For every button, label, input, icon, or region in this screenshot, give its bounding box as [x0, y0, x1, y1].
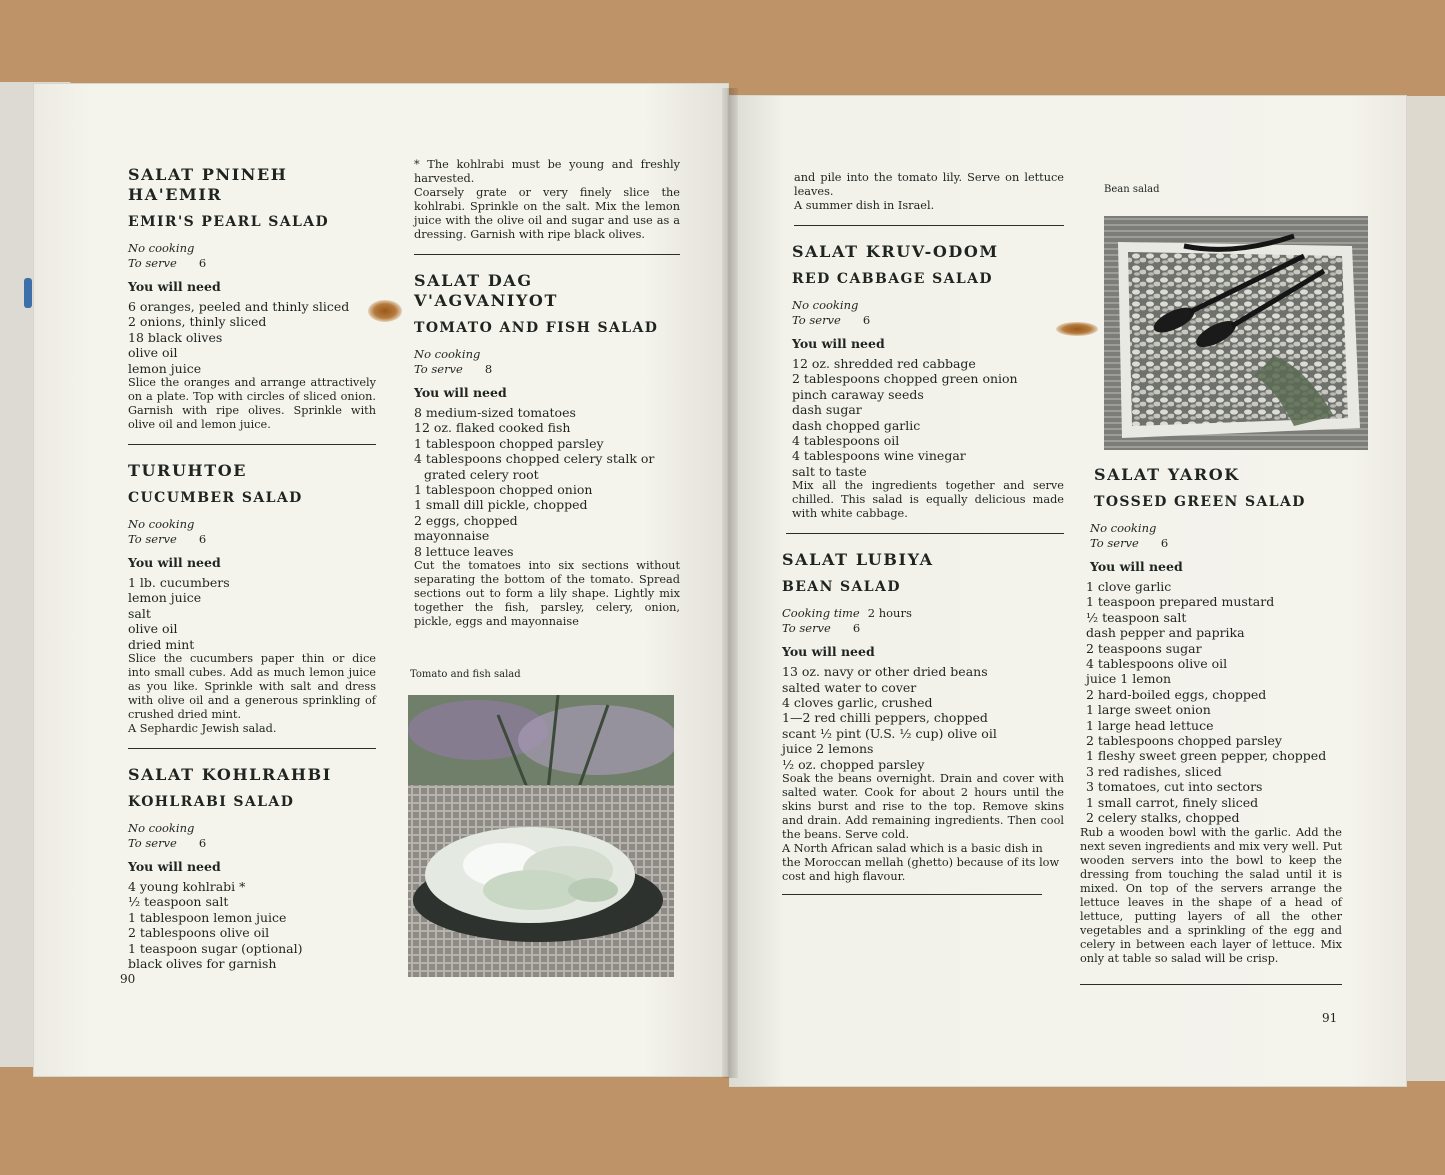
ingredient: 1—2 red chilli peppers, chopped	[782, 710, 988, 726]
ingredient: 2 eggs, chopped	[414, 512, 518, 528]
ingredient: 4 tablespoons chopped celery stalk or	[414, 451, 655, 467]
you-will-need-heading: You will need	[782, 644, 875, 660]
serve-value: 8	[484, 362, 493, 376]
ingredient: dash chopped garlic	[792, 417, 921, 433]
ingredient: 4 young kohlrabi *	[128, 879, 246, 895]
tomato-fish-salad-photo	[408, 695, 674, 977]
ingredient-list	[414, 405, 680, 559]
section-divider	[1080, 984, 1342, 985]
section-divider	[786, 533, 1064, 534]
recipe-meta-cooking: No cooking	[128, 821, 195, 836]
recipe-method: Rub a wooden bowl with the garlic. Add the next seven ingredients and mix very well. Put wooden servers into the bowl to keep the dressing from touching the salad until it is mixed. On top of the servers arrange the lettuce leaves in the shape of a head of lettuce, putting layers of all the other vegetables and a sprinkling of the egg and celery in between each layer of lettuce. Mix only at table so salad will be crisp.	[1080, 825, 1342, 965]
ingredient: 18 black olives	[128, 329, 223, 345]
ingredient: salt to taste	[792, 463, 867, 479]
recipe-method: Slice the oranges and arrange attractively on a plate. Top with circles of sliced onion. Garnish with ripe olives. Sprinkle with olive oil and lemon juice.	[128, 376, 376, 432]
recipe-subtitle: EMIR'S PEARL SALAD	[128, 214, 330, 230]
recipe-title: TURUHTOE	[128, 461, 248, 481]
recipe-meta-serves	[128, 532, 376, 547]
recipe-title: SALAT LUBIYA	[782, 550, 934, 570]
ingredient: dried mint	[128, 636, 195, 652]
ingredient-list	[782, 664, 1064, 772]
ingredient: 1 teaspoon sugar (optional)	[128, 940, 303, 956]
recipe-note: A Sephardic Jewish salad.	[128, 722, 277, 736]
ingredient: 13 oz. navy or other dried beans	[782, 664, 988, 680]
photo-caption: Tomato and fish salad	[410, 669, 521, 680]
ingredient: 12 oz. shredded red cabbage	[792, 356, 976, 371]
ingredient: olive oil	[128, 621, 178, 637]
kohlrabi-footnote: * The kohlrabi must be young and freshly harvested.	[414, 158, 680, 185]
cover-blue-edge	[24, 278, 32, 308]
photo-caption: Bean salad	[1104, 184, 1160, 195]
ingredient: 3 tomatoes, cut into sectors	[1086, 779, 1263, 795]
recipe-meta-cooking: No cooking	[792, 298, 859, 312]
left-column-1	[128, 165, 376, 972]
serve-label: To serve	[128, 256, 177, 270]
serve-value: 6	[1160, 536, 1169, 550]
ingredient: 4 tablespoons oil	[792, 433, 900, 449]
recipe-method: Slice the cucumbers paper thin or dice into small cubes. Add as much lemon juice as you like. Sprinkle with salt and dress with olive oil and a generous sprinkling of crushed dried mint.	[128, 652, 376, 722]
kohlrabi-method: Coarsely grate or very finely slice the kohlrabi. Sprinkle on the salt. Mix the lemon juice with the olive oil and sugar and use as a dressing. Garnish with ripe black olives.	[414, 186, 680, 241]
recipe-meta-cooking-time	[782, 606, 1064, 621]
ingredient: grated celery root	[424, 466, 539, 482]
ingredient: 4 cloves garlic, crushed	[782, 695, 933, 711]
ingredient: 2 tablespoons chopped green onion	[792, 371, 1018, 387]
ingredient: 2 celery stalks, chopped	[1086, 810, 1240, 826]
ingredient: dash pepper and paprika	[1086, 625, 1245, 641]
tomato-fish-note: A summer dish in Israel.	[794, 199, 935, 212]
recipe-subtitle: CUCUMBER SALAD	[128, 490, 303, 507]
ingredient: 1 teaspoon prepared mustard	[1086, 594, 1275, 610]
ingredient: dash sugar	[792, 402, 862, 418]
section-divider	[128, 748, 376, 749]
ingredient: ½ oz. chopped parsley	[782, 756, 925, 772]
photo-illustration	[408, 695, 674, 977]
cooking-time-label: Cooking time	[782, 606, 860, 621]
recipe-kohlrabi-salad	[128, 765, 376, 971]
ingredient: 1 small carrot, finely sliced	[1086, 794, 1259, 810]
serve-value: 6	[852, 621, 861, 636]
ingredient: 4 tablespoons olive oil	[1086, 656, 1228, 672]
recipe-subtitle: BEAN SALAD	[782, 579, 901, 596]
ingredient: lemon juice	[128, 590, 202, 606]
serve-label: To serve	[414, 362, 463, 376]
recipe-meta-cooking: No cooking	[128, 241, 195, 255]
ingredient: 2 hard-boiled eggs, chopped	[1086, 686, 1267, 702]
ingredient-list	[128, 575, 376, 652]
recipe-subtitle: TOMATO AND FISH SALAD	[414, 320, 659, 336]
recipe-subtitle: TOSSED GREEN SALAD	[1094, 494, 1306, 510]
ingredient: 2 onions, thinly sliced	[128, 314, 267, 330]
ingredient: juice 2 lemons	[782, 741, 874, 757]
recipe-cucumber-salad	[128, 461, 376, 736]
ingredient: 1 tablespoon lemon juice	[128, 909, 287, 925]
ingredient: 8 lettuce leaves	[414, 543, 514, 559]
cooking-time-value: 2 hours	[867, 606, 912, 621]
ingredient: salt	[128, 605, 151, 621]
serve-value: 6	[198, 256, 207, 270]
you-will-need-heading: You will need	[128, 859, 221, 875]
ingredient: 1 lb. cucumbers	[128, 575, 230, 591]
serve-label: To serve	[1090, 536, 1139, 550]
recipe-meta-cooking: No cooking	[414, 347, 481, 361]
ingredient: 12 oz. flaked cooked fish	[414, 420, 571, 436]
ingredient-list	[1080, 579, 1342, 826]
recipe-meta-serves	[128, 256, 376, 271]
ingredient: olive oil	[128, 345, 178, 361]
section-divider	[128, 444, 376, 445]
section-divider	[414, 254, 680, 255]
recipe-meta-cooking: No cooking	[128, 517, 195, 532]
ingredient: 1 tablespoon chopped parsley	[414, 435, 604, 451]
book-cover-right	[1405, 96, 1445, 1081]
recipe-meta-serves	[128, 836, 376, 851]
serve-value: 6	[862, 313, 871, 327]
recipe-method: Soak the beans overnight. Drain and cover with salted water. Cook for about 2 hours until the skins burst and rise to the top. Remove skins and drain. Add remaining ingredients. Then cool the beans. Serve cold.	[782, 772, 1064, 842]
section-divider	[794, 225, 1064, 226]
recipe-title: SALAT YAROK	[1094, 465, 1240, 484]
right-column-1	[778, 171, 1064, 911]
recipe-meta-serves	[792, 313, 1064, 328]
ingredient: 1 large head lettuce	[1086, 717, 1214, 733]
serve-label: To serve	[128, 836, 177, 851]
ingredient-list	[128, 879, 376, 971]
you-will-need-heading: You will need	[792, 336, 885, 351]
serve-value: 6	[198, 532, 207, 547]
serve-value: 6	[198, 836, 207, 851]
left-column-2	[414, 158, 680, 629]
ingredient: 8 medium-sized tomatoes	[414, 405, 576, 420]
tomato-fish-method-cont: and pile into the tomato lily. Serve on lettuce leaves.	[794, 171, 1064, 198]
ingredient: 1 fleshy sweet green pepper, chopped	[1086, 748, 1327, 764]
ingredient: 1 tablespoon chopped onion	[414, 482, 593, 498]
book-gutter	[722, 88, 738, 1078]
page-number-left: 90	[120, 972, 136, 986]
recipe-meta-serves	[414, 362, 680, 377]
serve-label: To serve	[128, 532, 177, 547]
photo-illustration	[1104, 216, 1368, 450]
recipe-red-cabbage-salad	[778, 242, 1064, 521]
recipe-title: SALAT KRUV-ODOM	[792, 242, 999, 261]
ingredient: 2 tablespoons olive oil	[128, 925, 270, 941]
ingredient: mayonnaise	[414, 528, 490, 544]
recipe-emirs-pearl-salad	[128, 165, 376, 432]
recipe-meta-cooking: No cooking	[1090, 521, 1157, 535]
ingredient-list	[792, 356, 1064, 479]
recipe-title: SALAT PNINEH HA'EMIR	[128, 165, 288, 204]
recipe-title: SALAT DAG V'AGVANIYOT	[414, 271, 558, 310]
ingredient: 6 oranges, peeled and thinly sliced	[128, 299, 350, 314]
ingredient: 1 large sweet onion	[1086, 702, 1211, 718]
right-column-2	[1080, 465, 1342, 1001]
recipe-subtitle: KOHLRABI SALAD	[128, 794, 295, 811]
ingredient: 1 clove garlic	[1086, 579, 1172, 594]
ingredient: salted water to cover	[782, 679, 917, 695]
you-will-need-heading: You will need	[128, 555, 221, 571]
ingredient: 2 tablespoons chopped parsley	[1086, 733, 1282, 749]
you-will-need-heading: You will need	[414, 385, 507, 400]
page-number-right: 91	[1322, 1011, 1338, 1025]
ingredient: 2 teaspoons sugar	[1086, 640, 1202, 656]
ingredient: 3 red radishes, sliced	[1086, 763, 1222, 779]
recipe-method: Cut the tomatoes into six sections without separating the bottom of the tomato. Spread sections out to form a lily shape. Lightly mix together the fish, parsley, celery, onion, pickle, eggs and mayonnaise	[414, 559, 680, 629]
serve-label: To serve	[782, 621, 831, 636]
recipe-bean-salad	[778, 550, 1064, 895]
ingredient: juice 1 lemon	[1086, 671, 1172, 687]
ingredient: scant ½ pint (U.S. ½ cup) olive oil	[782, 725, 997, 741]
ingredient: lemon juice	[128, 360, 202, 376]
you-will-need-heading: You will need	[1090, 559, 1183, 574]
recipe-subtitle: RED CABBAGE SALAD	[792, 271, 993, 287]
recipe-method: Mix all the ingredients together and serve chilled. This salad is equally delicious made with white cabbage.	[792, 479, 1064, 521]
ingredient: pinch caraway seeds	[792, 386, 924, 402]
ingredient: ½ teaspoon salt	[128, 894, 229, 910]
ingredient: 1 small dill pickle, chopped	[414, 497, 588, 513]
ingredient: ½ teaspoon salt	[1086, 609, 1187, 625]
recipe-meta-serves	[782, 621, 1064, 636]
recipe-note: A North African salad which is a basic dish in the Moroccan mellah (ghetto) because of its low cost and high flavour.	[782, 842, 1060, 884]
ingredient: black olives for garnish	[128, 956, 277, 972]
ingredient: 4 tablespoons wine vinegar	[792, 448, 966, 464]
section-divider	[782, 894, 1042, 895]
recipe-title: SALAT KOHLRAHBI	[128, 765, 332, 785]
recipe-meta-serves	[1090, 536, 1342, 551]
serve-label: To serve	[792, 313, 841, 327]
ingredient-list	[128, 299, 376, 376]
you-will-need-heading: You will need	[128, 279, 221, 294]
bean-salad-photo	[1104, 216, 1368, 450]
